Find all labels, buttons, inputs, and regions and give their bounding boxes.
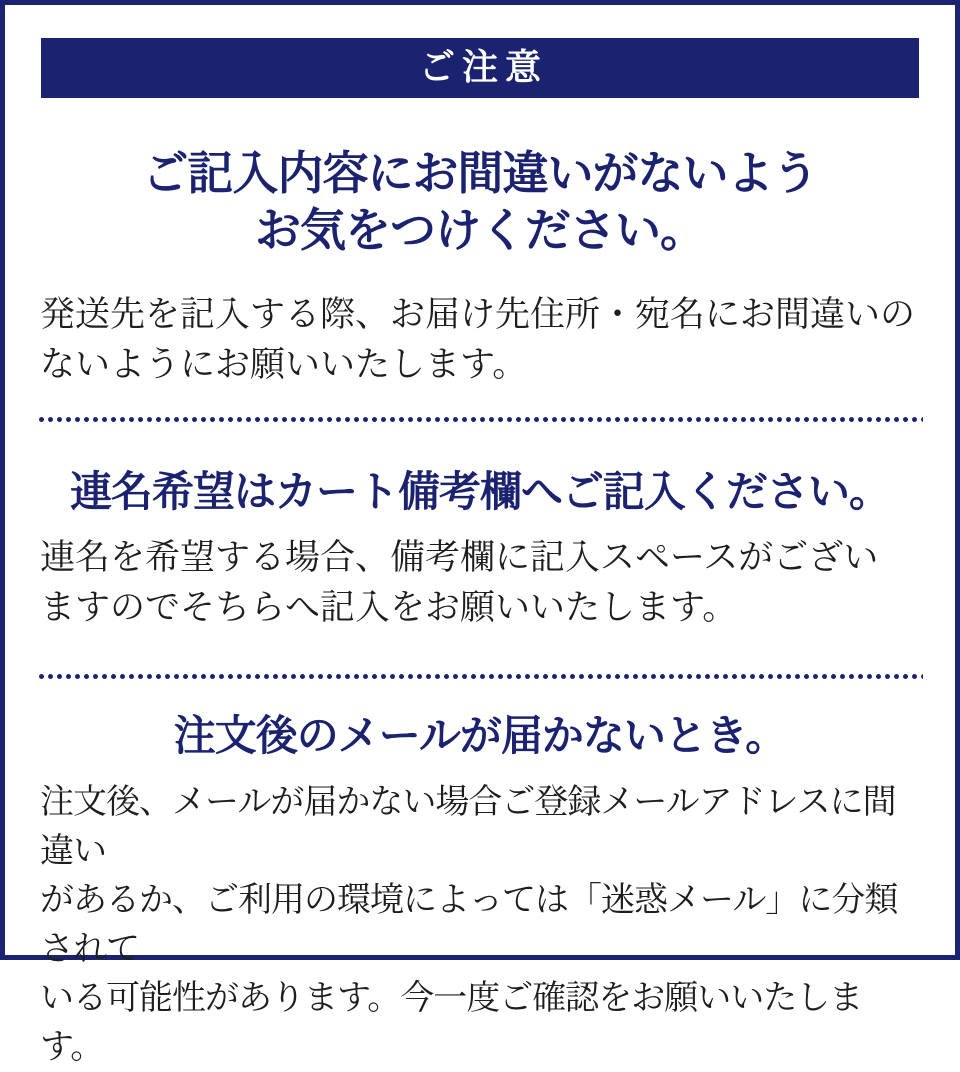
heading-line: ご記入内容にお間違いがないよう (142, 146, 818, 200)
joint-names-heading (5, 465, 955, 519)
notice-header-bar (41, 38, 919, 98)
body-line: 発送先を記入する際、お届け先住所・宛名にお間違いの (40, 295, 916, 335)
notice-title: ご注意 (418, 47, 548, 88)
body-line: いる可能性があります。今一度ご確認をお願いいたします。 (40, 978, 863, 1067)
entry-accuracy-heading (5, 145, 955, 259)
entry-accuracy-body (40, 290, 925, 390)
body-line: 注文後、メールが届かない場合ご登録メールアドレスに間違い (40, 782, 896, 871)
joint-names-body (40, 533, 925, 633)
dotted-divider (37, 417, 923, 422)
mail-not-received-heading (5, 709, 955, 763)
heading-line: 注文後のメールが届かないとき。 (173, 711, 787, 760)
body-line: 連名を希望する場合、備考欄に記入スペースがござい (40, 538, 879, 578)
body-line: があるか、ご利用の環境によっては「迷惑メール」に分類されて (40, 880, 898, 969)
heading-line: お気をつけください。 (255, 203, 705, 257)
body-line: ますのでそちらへ記入をお願いいたします。 (40, 588, 738, 628)
dotted-divider (37, 674, 923, 679)
mail-not-received-body (40, 778, 925, 1072)
heading-line: 連名希望はカート備考欄へご記入ください。 (69, 467, 890, 516)
body-line: ないようにお願いいたします。 (40, 345, 528, 385)
